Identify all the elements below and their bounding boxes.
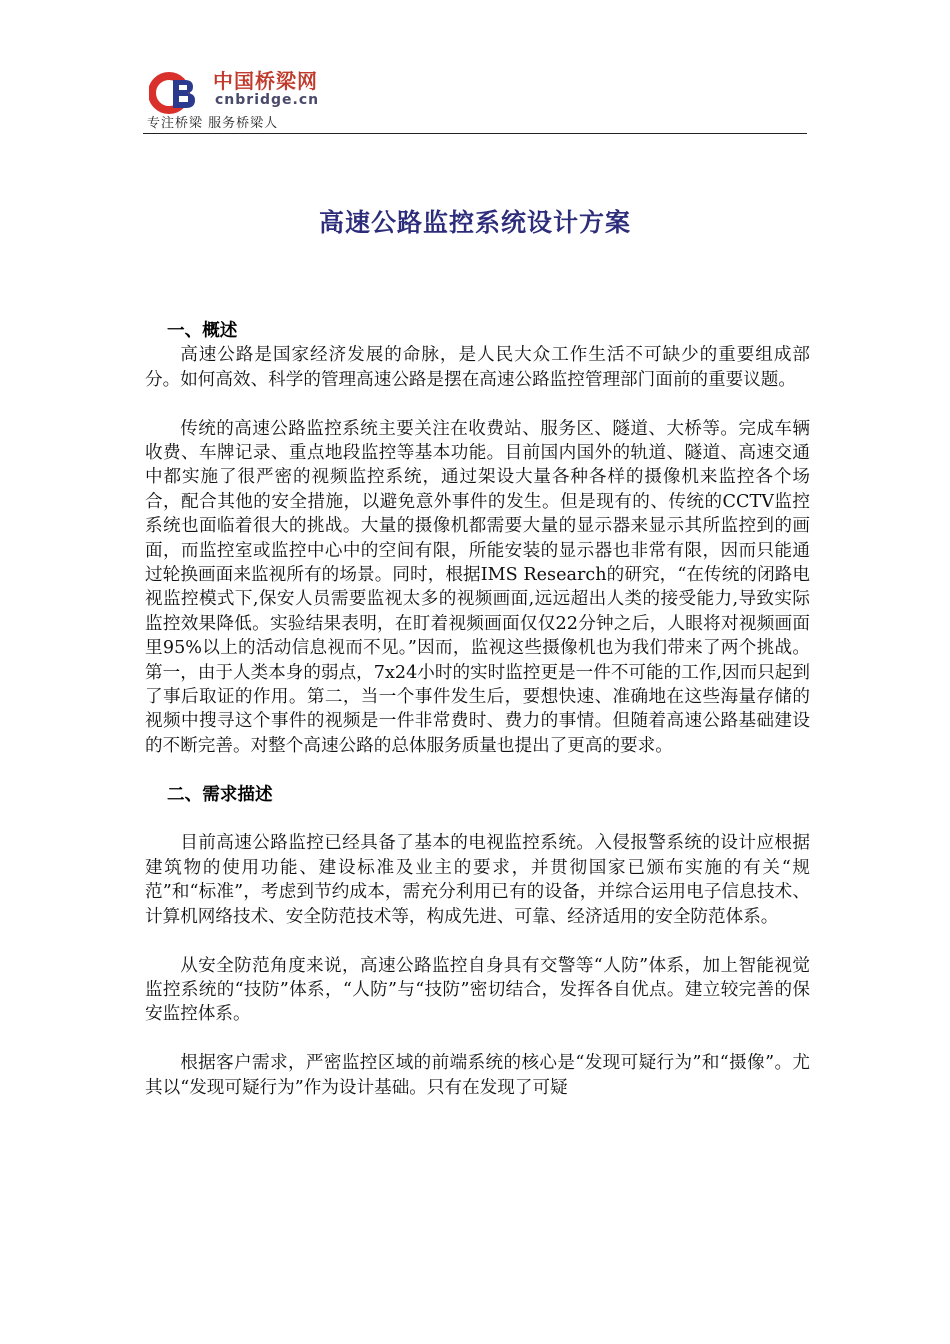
section-heading-requirements: 二、需求描述: [167, 784, 273, 805]
paragraph-spacer: [145, 929, 810, 953]
paragraph-spacer: [145, 807, 810, 831]
section-heading-overview: 一、概述: [167, 321, 238, 341]
paragraph: 根据客户需求，严密监控区域的前端系统的核心是“发现可疑行为”和“摄像”。尤其以“发现可疑行为”作为设计基础。只有在发现了可疑: [145, 1053, 810, 1098]
paragraph-spacer: [145, 758, 810, 782]
paragraph: 高速公路是国家经济发展的命脉，是人民大众工作生活不可缺少的重要组成部分。如何高效、科学的管理高速公路是摆在高速公路监控管理部门面前的重要议题。: [145, 345, 810, 390]
paragraph: 从安全防范角度来说，高速公路监控自身具有交警等“人防”体系，加上智能视觉监控系统的“技防”体系，“人防”与“技防”密切结合，发挥各自优点。建立较完善的保安监控体系。: [145, 955, 810, 1025]
logo-slogan: 专注桥梁 服务桥梁人: [147, 116, 279, 131]
header-divider: [143, 133, 807, 134]
logo-chinese-name: 中国桥梁网: [213, 69, 318, 93]
paragraph: 目前高速公路监控已经具备了基本的电视监控系统。入侵报警系统的设计应根据建筑物的使用功能、建设标准及业主的要求，并贯彻国家已颁布实施的有关“规范”和“标准”，考虑到节约成本，需充分利用已有的设备，并综合运用电子信息技术、计算机网络技术、安全防范技术等，构成先进、可靠、经济适用的安全防范体系。: [145, 833, 810, 927]
logo-domain: cnbridge.cn: [215, 92, 320, 108]
document-title: 高速公路监控系统设计方案: [318, 208, 631, 237]
paragraph: 传统的高速公路监控系统主要关注在收费站、服务区、隧道、大桥等。完成车辆收费、车牌记录、重点地段监控等基本功能。目前国内国外的轨道、隧道、高速交通中都实施了很严密的视频监控系统，通过架设大量各种各样的摄像机来监控各个场合，配合其他的安全措施，以避免意外事件的发生。但是现有的、传统的CCTV监控系统也面临着很大的挑战。大量的摄像机都需要大量的显示器来显示其所监控到的画面，而监控室或监控中心中的空间有限，所能安装的显示器也非常有限，因而只能通过轮换画面来监视所有的场景。同时，根据IMS Research的研究，“在传统的闭路电视监控模式下,保安人员需要监视太多的视频画面,远远超出人类的接受能力,导致实际监控效果降低。实验结果表明，在盯着视频画面仅仅22分钟之后，人眼将对视频画面里95%以上的活动信息视而不见。”因而，监视这些摄像机也为我们带来了两个挑战。第一，由于人类本身的弱点，7x24小时的实时监控更是一件不可能的工作,因而只起到了事后取证的作用。第二，当一个事件发生后，要想快速、准确地在这些海量存储的视频中搜寻这个事件的视频是一件非常费时、费力的事情。但随着高速公路基础建设的不断完善。对整个高速公路的总体服务质量也提出了更高的要求。: [145, 418, 810, 756]
paragraph-spacer: [145, 392, 810, 416]
paragraph-spacer: [145, 1027, 810, 1051]
document-body: [145, 319, 810, 1100]
page-header: [143, 62, 807, 137]
cnbridge-logo-icon: [149, 68, 209, 118]
